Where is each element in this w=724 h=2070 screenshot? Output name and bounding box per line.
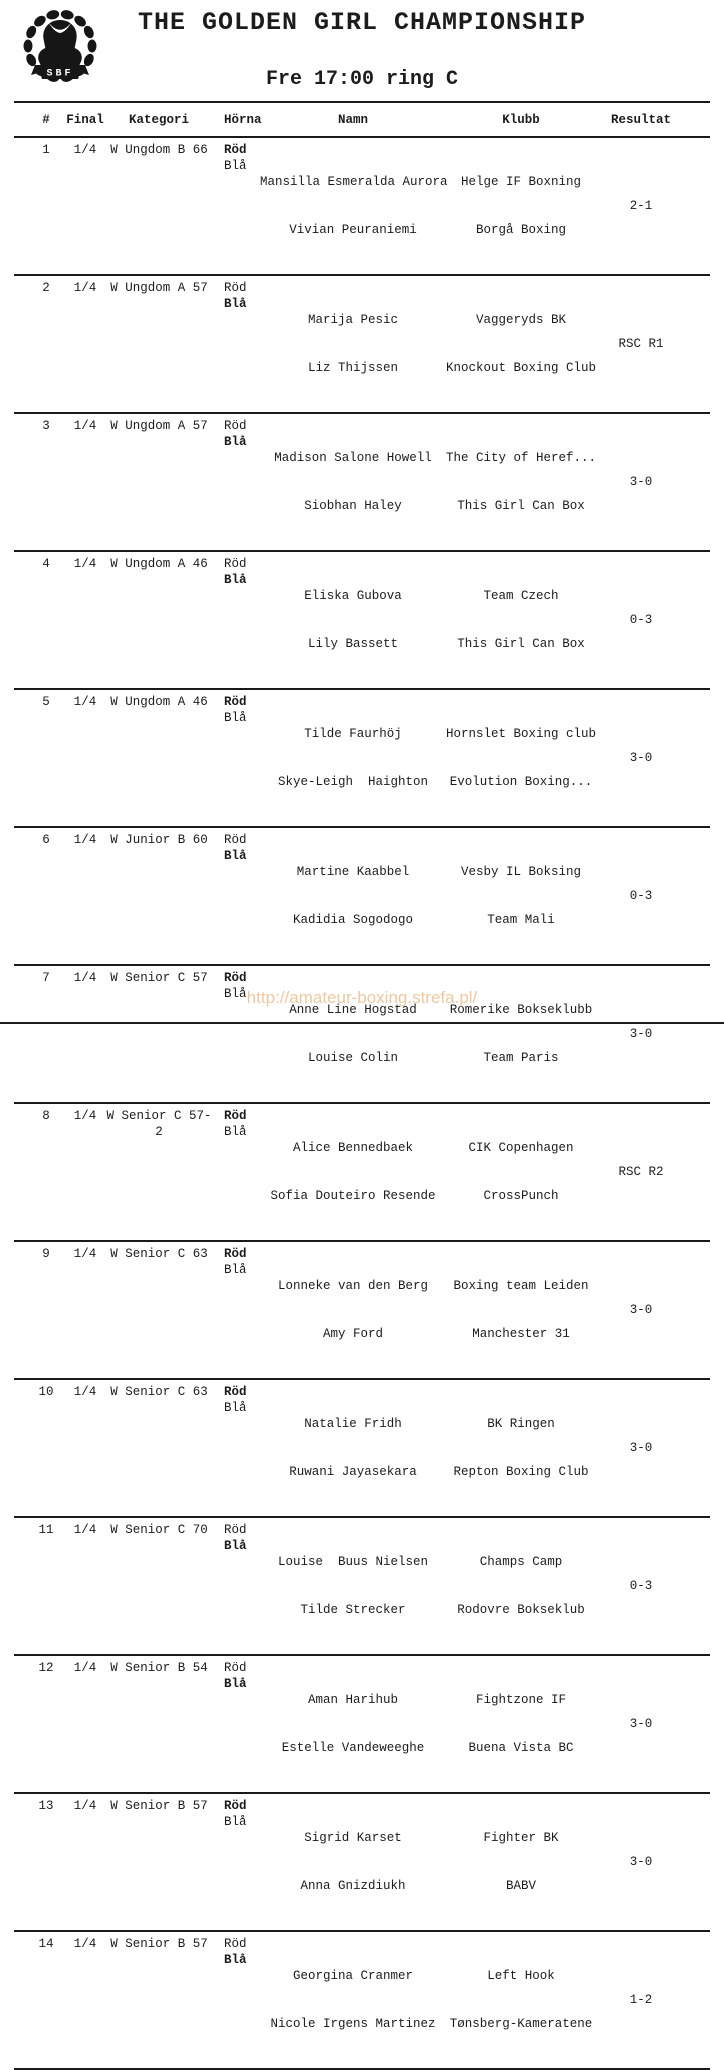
- blue-boxer-club: Team Mali: [487, 913, 555, 927]
- bout-category: W Senior C 63: [110, 1247, 208, 1261]
- blue-boxer-club: BABV: [505, 1879, 536, 1893]
- bout-number: 3: [42, 419, 50, 433]
- blue-boxer-name: Louise Colin: [307, 1051, 398, 1065]
- bout-final: 1/4: [73, 1385, 97, 1399]
- blue-boxer-name: Skye-Leigh Haighton: [277, 775, 429, 789]
- name-cell: [260, 1798, 446, 1926]
- blue-boxer-name: Amy Ford: [322, 1327, 383, 1341]
- blue-corner-label: Blå: [224, 1401, 247, 1415]
- red-boxer-club: Fightzone IF: [475, 1693, 566, 1707]
- red-boxer-club: BK Ringen: [487, 1417, 555, 1431]
- corner-cell: [214, 142, 260, 270]
- bout-number: 7: [42, 971, 50, 985]
- bout-final: 1/4: [73, 419, 97, 433]
- bout-category: W Senior B 57: [110, 1799, 208, 1813]
- blue-boxer-club: Rodovre Bokseklub: [457, 1603, 585, 1617]
- blue-boxer-club: This Girl Can Box: [457, 499, 585, 513]
- bout-category: W Ungdom B 66: [110, 143, 208, 157]
- red-boxer-name: Alice Bennedbaek: [292, 1141, 414, 1155]
- bout-number: 2: [42, 281, 50, 295]
- table-row: [14, 1794, 710, 1932]
- red-boxer-club: Vaggeryds BK: [475, 313, 566, 327]
- red-boxer-name: Tilde Faurhöj: [304, 727, 402, 741]
- blue-corner-label: Blå: [224, 297, 247, 311]
- header-result: Resultat: [610, 113, 671, 127]
- blue-boxer-name: Vivian Peuraniemi: [289, 223, 417, 237]
- name-cell: [260, 1108, 446, 1236]
- name-cell: [260, 694, 446, 822]
- bout-category: W Ungdom A 57: [110, 419, 208, 433]
- club-cell: [446, 1660, 596, 1788]
- bout-table: [14, 101, 710, 2070]
- blue-boxer-name: Lily Bassett: [307, 637, 398, 651]
- club-cell: [446, 142, 596, 270]
- glove-trophy-shape: [38, 20, 82, 70]
- red-corner-label: Röd: [224, 833, 247, 847]
- club-cell: [446, 1246, 596, 1374]
- red-corner-label: Röd: [224, 1523, 247, 1537]
- bout-final: 1/4: [73, 1937, 97, 1951]
- bout-result: 3-0: [629, 1027, 653, 1041]
- name-cell: [260, 1660, 446, 1788]
- bout-number: 5: [42, 695, 50, 709]
- bout-category: W Senior B 57: [110, 1937, 208, 1951]
- bout-category: W Senior C 57-2: [106, 1109, 212, 1139]
- bout-result: 3-0: [629, 1441, 653, 1455]
- red-boxer-name: Aman Harihub: [307, 1693, 398, 1707]
- blue-boxer-name: Kadidia Sogodogo: [292, 913, 414, 927]
- bout-result: 2-1: [629, 199, 653, 213]
- bout-final: 1/4: [73, 1247, 97, 1261]
- bottom-rule: [0, 1022, 724, 1024]
- header-corner: Hörna: [224, 113, 262, 127]
- table-row: [14, 138, 710, 276]
- table-row: [14, 552, 710, 690]
- header-club: Klubb: [502, 113, 540, 127]
- bout-category: W Senior C 57: [110, 971, 208, 985]
- blue-boxer-name: Estelle Vandeweeghe: [281, 1741, 425, 1755]
- red-boxer-name: Martine Kaabbel: [296, 865, 410, 879]
- table-row: [14, 276, 710, 414]
- bout-category: W Senior B 54: [110, 1661, 208, 1675]
- header-number: #: [42, 113, 50, 127]
- header-name: Namn: [337, 113, 368, 127]
- blue-corner-label: Blå: [224, 711, 247, 725]
- blue-corner-label: Blå: [224, 159, 247, 173]
- red-boxer-club: Hornslet Boxing club: [446, 727, 597, 741]
- red-corner-label: Röd: [224, 695, 247, 709]
- bout-result: 3-0: [629, 1717, 653, 1731]
- bout-final: 1/4: [73, 1661, 97, 1675]
- table-row: [14, 828, 710, 966]
- bout-result: RSC R1: [618, 337, 664, 351]
- name-cell: [260, 1522, 446, 1650]
- blue-boxer-club: Knockout Boxing Club: [446, 361, 597, 375]
- red-boxer-club: Helge IF Boxning: [460, 175, 582, 189]
- name-cell: [260, 556, 446, 684]
- blue-boxer-club: Manchester 31: [472, 1327, 570, 1341]
- red-corner-label: Röd: [224, 281, 247, 295]
- red-boxer-name: Louise Buus Nielsen: [277, 1555, 429, 1569]
- corner-cell: [214, 1522, 260, 1650]
- bout-final: 1/4: [73, 971, 97, 985]
- bout-category: W Junior B 60: [110, 833, 208, 847]
- name-cell: [260, 1246, 446, 1374]
- corner-cell: [214, 1936, 260, 2064]
- bout-final: 1/4: [73, 833, 97, 847]
- red-boxer-name: Natalie Fridh: [304, 1417, 402, 1431]
- name-cell: [260, 832, 446, 960]
- table-row: [14, 966, 710, 1104]
- red-corner-label: Röd: [224, 419, 247, 433]
- red-boxer-name: Mansilla Esmeralda Aurora: [260, 175, 448, 189]
- blue-corner-label: Blå: [224, 435, 247, 449]
- red-boxer-club: Champs Camp: [479, 1555, 563, 1569]
- bout-number: 10: [38, 1385, 54, 1399]
- red-boxer-name: Anne Line Hogstad: [289, 1003, 417, 1017]
- bout-final: 1/4: [73, 1523, 97, 1537]
- bout-result: 1-2: [629, 1993, 653, 2007]
- footer-link[interactable]: http://amateur-boxing.strefa.pl/: [246, 988, 478, 1007]
- club-cell: [446, 418, 596, 546]
- bout-number: 14: [38, 1937, 54, 1951]
- header-category: Kategori: [128, 113, 189, 127]
- blue-boxer-club: Evolution Boxing...: [449, 775, 593, 789]
- red-boxer-club: Vesby IL Boksing: [460, 865, 582, 879]
- club-cell: [446, 1798, 596, 1926]
- bout-number: 1: [42, 143, 50, 157]
- club-cell: [446, 694, 596, 822]
- blue-boxer-club: CrossPunch: [483, 1189, 559, 1203]
- red-corner-label: Röd: [224, 1799, 247, 1813]
- corner-cell: [214, 832, 260, 960]
- name-cell: [260, 1384, 446, 1512]
- bout-number: 4: [42, 557, 50, 571]
- bout-final: 1/4: [73, 1799, 97, 1813]
- header-final: Final: [66, 113, 104, 127]
- bout-number: 8: [42, 1109, 50, 1123]
- bout-result: 3-0: [629, 475, 653, 489]
- logo-text: SBF: [46, 68, 74, 80]
- sbf-logo: [16, 8, 104, 94]
- club-cell: [446, 556, 596, 684]
- red-boxer-club: The City of Heref...: [446, 451, 597, 465]
- red-boxer-name: Sigrid Karset: [304, 1831, 402, 1845]
- blue-boxer-name: Nicole Irgens Martinez: [270, 2017, 436, 2031]
- bout-result: 0-3: [629, 889, 653, 903]
- bout-final: 1/4: [73, 143, 97, 157]
- red-corner-label: Röd: [224, 971, 247, 985]
- table-row: [14, 1104, 710, 1242]
- corner-cell: [214, 1246, 260, 1374]
- club-cell: [446, 1936, 596, 2064]
- bout-category: W Ungdom A 57: [110, 281, 208, 295]
- club-cell: [446, 280, 596, 408]
- bout-final: 1/4: [73, 281, 97, 295]
- name-cell: [260, 418, 446, 546]
- bout-result: 0-3: [629, 1579, 653, 1593]
- red-corner-label: Röd: [224, 1385, 247, 1399]
- blue-boxer-club: Repton Boxing Club: [453, 1465, 589, 1479]
- bout-result: 0-3: [629, 613, 653, 627]
- blue-boxer-name: Anna Gnizdiukh: [300, 1879, 406, 1893]
- bout-final: 1/4: [73, 557, 97, 571]
- bout-final: 1/4: [73, 1109, 97, 1123]
- page-title: THE GOLDEN GIRL CHAMPIONSHIP: [137, 8, 587, 37]
- blue-boxer-name: Sofia Douteiro Resende: [270, 1189, 436, 1203]
- table-row: [14, 414, 710, 552]
- corner-cell: [214, 1798, 260, 1926]
- bout-number: 9: [42, 1247, 50, 1261]
- blue-corner-label: Blå: [224, 1677, 247, 1691]
- red-boxer-club: Romerike Bokseklubb: [449, 1003, 593, 1017]
- corner-cell: [214, 1660, 260, 1788]
- bout-result: 3-0: [629, 1303, 653, 1317]
- corner-cell: [214, 1384, 260, 1512]
- club-cell: [446, 1108, 596, 1236]
- bout-category: W Senior C 70: [110, 1523, 208, 1537]
- bout-number: 6: [42, 833, 50, 847]
- bout-result: RSC R2: [618, 1165, 664, 1179]
- bout-category: W Senior C 63: [110, 1385, 208, 1399]
- red-corner-label: Röd: [224, 143, 247, 157]
- table-row: [14, 690, 710, 828]
- corner-cell: [214, 694, 260, 822]
- red-boxer-club: Boxing team Leiden: [453, 1279, 589, 1293]
- red-corner-label: Röd: [224, 1109, 247, 1123]
- corner-cell: [214, 280, 260, 408]
- corner-cell: [214, 418, 260, 546]
- blue-boxer-name: Siobhan Haley: [304, 499, 402, 513]
- club-cell: [446, 1522, 596, 1650]
- blue-boxer-club: Tønsberg-Kameratene: [449, 2017, 593, 2031]
- red-boxer-name: Madison Salone Howell: [274, 451, 432, 465]
- blue-boxer-name: Tilde Strecker: [300, 1603, 406, 1617]
- blue-corner-label: Blå: [224, 849, 247, 863]
- table-header-row: [14, 103, 710, 138]
- blue-boxer-name: Liz Thijssen: [307, 361, 398, 375]
- bout-category: W Ungdom A 46: [110, 557, 208, 571]
- blue-corner-label: Blå: [224, 1815, 247, 1829]
- red-corner-label: Röd: [224, 1661, 247, 1675]
- red-corner-label: Röd: [224, 557, 247, 571]
- red-boxer-name: Marija Pesic: [307, 313, 398, 327]
- bout-number: 11: [38, 1523, 54, 1537]
- club-cell: [446, 1384, 596, 1512]
- red-boxer-name: Lonneke van den Berg: [277, 1279, 429, 1293]
- corner-cell: [214, 1108, 260, 1236]
- table-row: [14, 1932, 710, 2070]
- blue-boxer-club: Buena Vista BC: [468, 1741, 574, 1755]
- bout-number: 13: [38, 1799, 54, 1813]
- red-boxer-club: CIK Copenhagen: [468, 1141, 574, 1155]
- blue-boxer-name: Ruwani Jayasekara: [289, 1465, 417, 1479]
- blue-corner-label: Blå: [224, 1263, 247, 1277]
- name-cell: [260, 142, 446, 270]
- blue-boxer-club: This Girl Can Box: [457, 637, 585, 651]
- blue-corner-label: Blå: [224, 1125, 247, 1139]
- red-boxer-club: Team Czech: [483, 589, 559, 603]
- bout-result: 3-0: [629, 1855, 653, 1869]
- bout-number: 12: [38, 1661, 54, 1675]
- blue-corner-label: Blå: [224, 573, 247, 587]
- table-row: [14, 1242, 710, 1380]
- table-row: [14, 1656, 710, 1794]
- red-boxer-club: Left Hook: [487, 1969, 555, 1983]
- table-body: [14, 138, 710, 2070]
- red-boxer-club: Fighter BK: [483, 1831, 559, 1845]
- corner-cell: [214, 556, 260, 684]
- red-boxer-name: Eliska Gubova: [304, 589, 402, 603]
- table-row: [14, 1518, 710, 1656]
- blue-corner-label: Blå: [224, 1953, 247, 1967]
- bout-category: W Ungdom A 46: [110, 695, 208, 709]
- club-cell: [446, 832, 596, 960]
- red-boxer-name: Georgina Cranmer: [292, 1969, 414, 1983]
- red-corner-label: Röd: [224, 1247, 247, 1261]
- session-subtitle: Fre 17:00 ring C: [265, 68, 459, 91]
- name-cell: [260, 1936, 446, 2064]
- table-row: [14, 1380, 710, 1518]
- blue-boxer-club: Team Paris: [483, 1051, 559, 1065]
- red-corner-label: Röd: [224, 1937, 247, 1951]
- blue-corner-label: Blå: [224, 987, 247, 1001]
- name-cell: [260, 280, 446, 408]
- blue-boxer-club: Borgå Boxing: [475, 223, 566, 237]
- blue-corner-label: Blå: [224, 1539, 247, 1553]
- bout-result: 3-0: [629, 751, 653, 765]
- bout-final: 1/4: [73, 695, 97, 709]
